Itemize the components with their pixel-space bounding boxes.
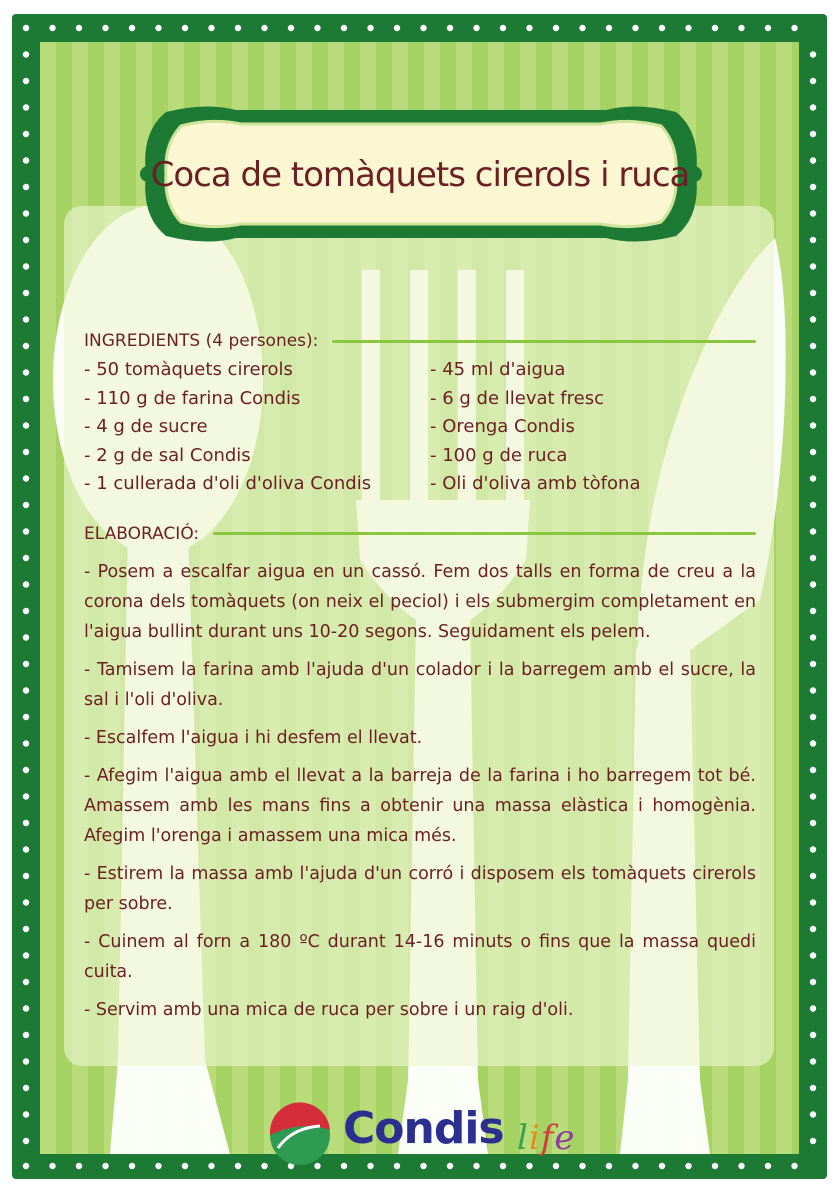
ingredient-item: - 2 g de sal Condis (84, 444, 251, 466)
step-paragraph: - Cuinem al forn a 180 ºC durant 14-16 minuts o fins que la massa quedi cuita. (84, 931, 756, 982)
logo-suffix (517, 1118, 575, 1158)
ingredients-heading-label: INGREDIENTS (4 persones): (84, 331, 319, 351)
step-paragraph: - Afegim l'aigua amb el llevat a la barreja de la farina i ho barregem tot bé. Amassem amb les mans fins a obtenir una massa elàstica i homogènia. Afegim l'orenga i amassem una mica més. (84, 765, 756, 846)
ingredient-item: - 4 g de sucre (84, 416, 208, 437)
logo-suffix-letter: f (540, 1118, 555, 1158)
ingredients-column-1 (84, 356, 430, 499)
ingredient-item: - 100 g de ruca (430, 444, 568, 466)
step-paragraph: - Servim amb una mica de ruca per sobre i un raig d'oli. (84, 999, 574, 1020)
ingredient-item: - Orenga Condis (430, 416, 575, 437)
elaboracio-steps (84, 557, 756, 1025)
logo-brand: Condis (343, 1103, 504, 1154)
step-paragraph: - Posem a escalfar aigua en un cassó. Fem dos talls en forma de creu a la corona dels tomàquets (on neix el peciol) i els submergim completament en l'aigua bullint durant uns 10-20 segons. Seguidament els pelem. (84, 561, 756, 642)
logo-suffix-letter: e (554, 1118, 576, 1158)
ingredients-column-2 (430, 356, 756, 499)
heading-rule (332, 340, 756, 343)
step-paragraph: - Estirem la massa amb l'ajuda d'un corró i disposem els tomàquets cirerols per sobre. (84, 863, 756, 914)
ingredient-item: - 45 ml d'aigua (430, 359, 566, 380)
ingredients-list (84, 356, 756, 499)
step-paragraph: - Escalfem l'aigua i hi desfem el llevat. (84, 727, 423, 748)
ingredient-item: - 50 tomàquets cirerols (84, 359, 293, 380)
logo-suffix-letter: l (517, 1118, 529, 1158)
ingredient-item: - 110 g de farina Condis (84, 387, 301, 409)
elaboracio-heading-label: ELABORACIÓ: (84, 523, 200, 544)
ingredient-item: - Oli d'oliva amb tòfona (430, 473, 641, 494)
ingredients-heading (84, 326, 756, 356)
logo-suffix-letter: i (528, 1118, 541, 1158)
elaboracio-heading (84, 519, 756, 549)
heading-rule (213, 532, 756, 535)
recipe-title: Coca de tomàquets cirerols i ruca (150, 155, 690, 195)
ingredient-item: - 1 cullerada d'oli d'oliva Condis (84, 473, 372, 494)
recipe-content (84, 326, 756, 1033)
ingredient-item: - 6 g de llevat fresc (430, 387, 604, 409)
step-paragraph: - Tamisem la farina amb l'ajuda d'un colador i la barregem amb el sucre, la sal i l'oli d'oliva. (84, 659, 756, 710)
